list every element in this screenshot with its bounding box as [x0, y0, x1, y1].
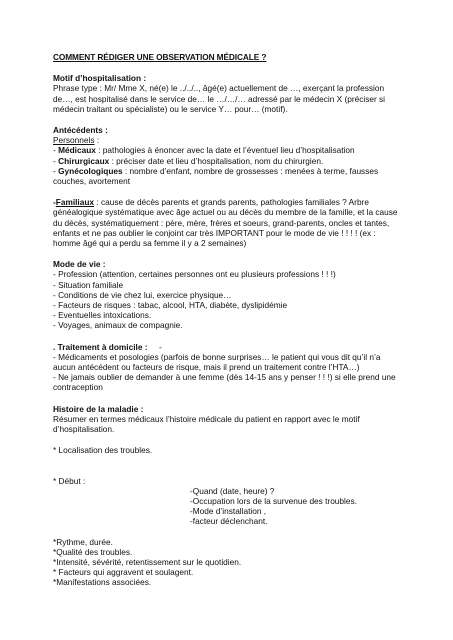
personnels-line: Personnels : [53, 135, 100, 146]
debut-item: -Quand (date, heure) ? [190, 485, 275, 496]
localisation-line: * Localisation des troubles. [53, 445, 153, 456]
traitement-item: - Ne jamais oublier de demander à une femme (dès 14-15 ans y penser ! ! !) si elle prend une contraception [53, 372, 396, 393]
histoire-bullet: *Manifestations associées. [53, 577, 152, 588]
mode-de-vie-item: - Facteurs de risques : tabac, alcool, HTA, diabète, dyslipidémie [53, 300, 288, 311]
motif-text: Phrase type : Mr/ Mme X, né(e) le ../../.., âgé(e) actuellement de …, exerçant la profession de…, est hospitalisé dans le service de… le …/…/… adressé par le médecin X (préciser si médecin traitant ou spécialiste) ou le service Y… pour… (motif). [53, 83, 386, 114]
mode-de-vie-item: - Profession (attention, certaines personnes ont eu plusieurs professions ! ! !) [53, 269, 336, 280]
familiaux-paragraph: -Familiaux : cause de décès parents et grands parents, pathologies familiales ? Arbre généalogique systématique avec âge actuel ou au décès du membre de la famille, et la cause du décès, systématiquement : père, mère, frères et soeurs, grand-parents, oncles et tantes, enfants et ne pas oublier le conjoint car très IMPORTANT pour le mode de vie ! ! ! ! (ex : homme âgé qui a perdu sa femme il y a 2 semaines) [53, 197, 398, 249]
mode-de-vie-item: - Conditions de vie chez lui, exercice physique… [53, 289, 232, 300]
debut-line: * Début : [53, 475, 86, 486]
antecedent-item-chirurgicaux: - Chirurgicaux : préciser date et lieu d’hospitalisation, nom du chirurgien. [53, 155, 324, 166]
histoire-heading: Histoire de la maladie : [53, 403, 144, 414]
document-body [53, 52, 398, 588]
mode-de-vie-heading: Mode de vie : [53, 259, 106, 270]
traitement-item: - Médicaments et posologies (parfois de bonne surprises… le patient qui vous dit qu’il n’a aucun antécédent ou facteurs de risque, mais il prend un traitement contre l’HTA…) [53, 351, 381, 373]
debut-details [53, 486, 398, 527]
histoire-bullet: *Qualité des troubles. [53, 546, 133, 557]
familiaux-label: Familiaux [55, 197, 95, 208]
mode-de-vie-item: - Voyages, animaux de compagnie. [53, 320, 183, 331]
debut-item: -Mode d’installation , [190, 506, 267, 517]
antecedent-item-gynecologiques: - Gynécologiques : nombre d’enfant, nombre de grossesses : menées à terme, fausses couches, avortement [53, 165, 379, 187]
motif-heading: Motif d’hospitalisation : [53, 73, 147, 84]
traitement-heading: . Traitement à domicile : [53, 341, 148, 352]
document-title: COMMENT RÉDIGER UNE OBSERVATION MÉDICALE ? [53, 52, 267, 62]
histoire-bullet: *Rythme, durée. [53, 536, 113, 547]
personnels-label: Personnels [53, 135, 95, 146]
mode-de-vie-item: - Situation familiale [53, 279, 124, 290]
histoire-bullet: * Facteurs qui aggravent et soulagent. [53, 567, 194, 578]
antecedents-heading: Antécédents : [53, 125, 108, 136]
debut-item: -facteur déclenchant. [190, 516, 268, 527]
antecedent-item-medicaux: - Médicaux : pathologies à énoncer avec la date et l’éventuel lieu d’hospitalisation [53, 145, 355, 156]
traitement-heading-line: . Traitement à domicile : - [53, 341, 162, 352]
debut-item: -Occupation lors de la survenue des troubles. [190, 495, 357, 506]
histoire-bullet: *Intensité, sévérité, retentissement sur le quotidien. [53, 556, 242, 567]
mode-de-vie-item: - Eventuelles intoxications. [53, 310, 152, 321]
histoire-text: Résumer en termes médicaux l’histoire médicale du patient en rapport avec le motif d’hospitalisation. [53, 413, 360, 435]
